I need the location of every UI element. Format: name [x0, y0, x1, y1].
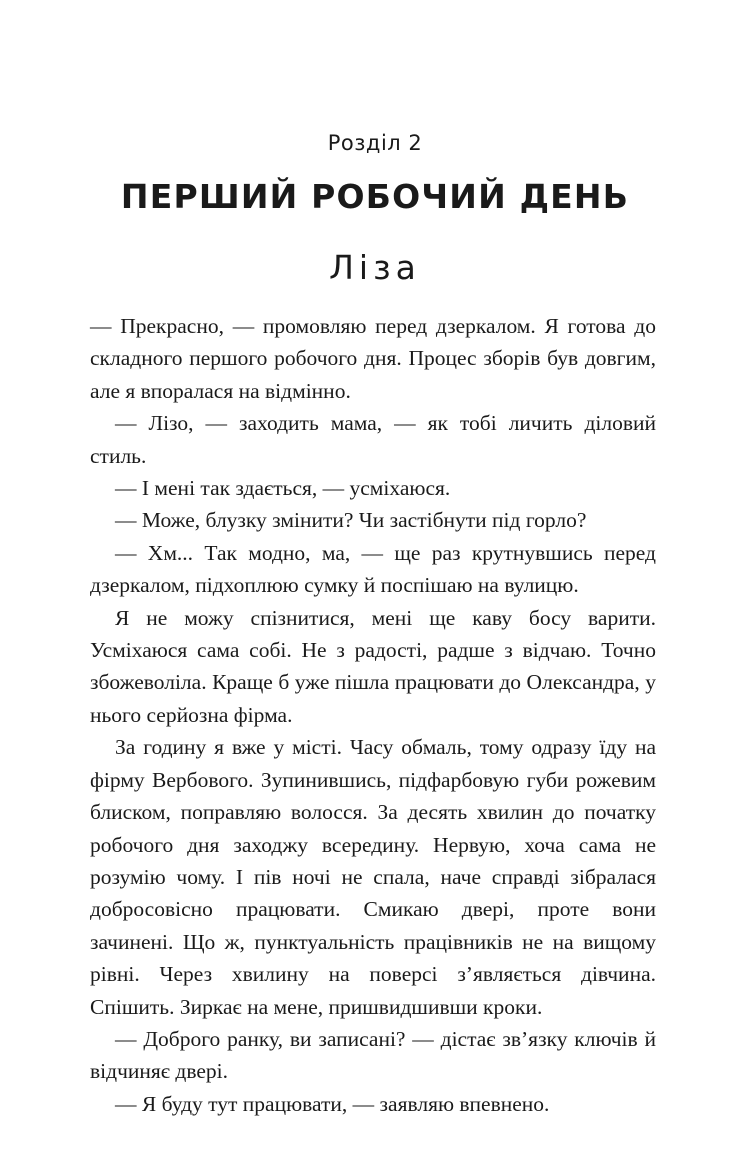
paragraph: — Прекрасно, — промовляю перед дзеркалом. Я готова до складного першого робочого дня. Процес зборів був довгим, але я впоралася на відмінно.: [90, 314, 656, 403]
chapter-number: Розділ 2: [327, 131, 423, 155]
paragraph: — І мені так здається, — усміхаюся.: [115, 476, 451, 501]
chapter-title: ПЕРШИЙ РОБОЧИЙ ДЕНЬ: [120, 177, 630, 216]
chapter-body: [90, 310, 656, 1120]
paragraph: — Лізо, — заходить мама, — як тобі личить діловий стиль.: [90, 411, 656, 468]
paragraph: За годину я вже у місті. Часу обмаль, тому одразу їду на фірму Вербового. Зупинившись, підфарбовую губи рожевим блиском, поправляю волосся. За десять хвилин до початку робочого дня заходжу всередину. Нервую, хоча сама не розумію чому. І пів ночі не спала, наче справді зібралася добросовісно працювати. Смикаю двері, проте вони зачинені. Що ж, пунктуальність працівників не на вищому рівні. Через хвилину на поверсі з’являється дівчина. Спішить. Зиркає на мене, пришвидшивши кроки.: [90, 735, 656, 1019]
paragraph: Я не можу спізнитися, мені ще каву босу варити. Усміхаюся сама собі. Не з радості, радше з відчаю. Точно збожеволіла. Краще б уже пішла працювати до Олександра, у нього серйозна фірма.: [90, 605, 656, 727]
paragraph: — Я буду тут працювати, — заявляю впевнено.: [115, 1091, 550, 1116]
paragraph: — Може, блузку змінити? Чи застібнути під горло?: [115, 508, 587, 533]
paragraph: — Хм... Так модно, ма, — ще раз крутнувшись перед дзеркалом, підхоплюю сумку й поспішаю на вулицю.: [90, 540, 656, 598]
pov-character-name: Ліза: [329, 248, 421, 287]
paragraph: — Доброго ранку, ви записані? — дістає зв’язку ключів й відчиняє двері.: [90, 1026, 656, 1084]
